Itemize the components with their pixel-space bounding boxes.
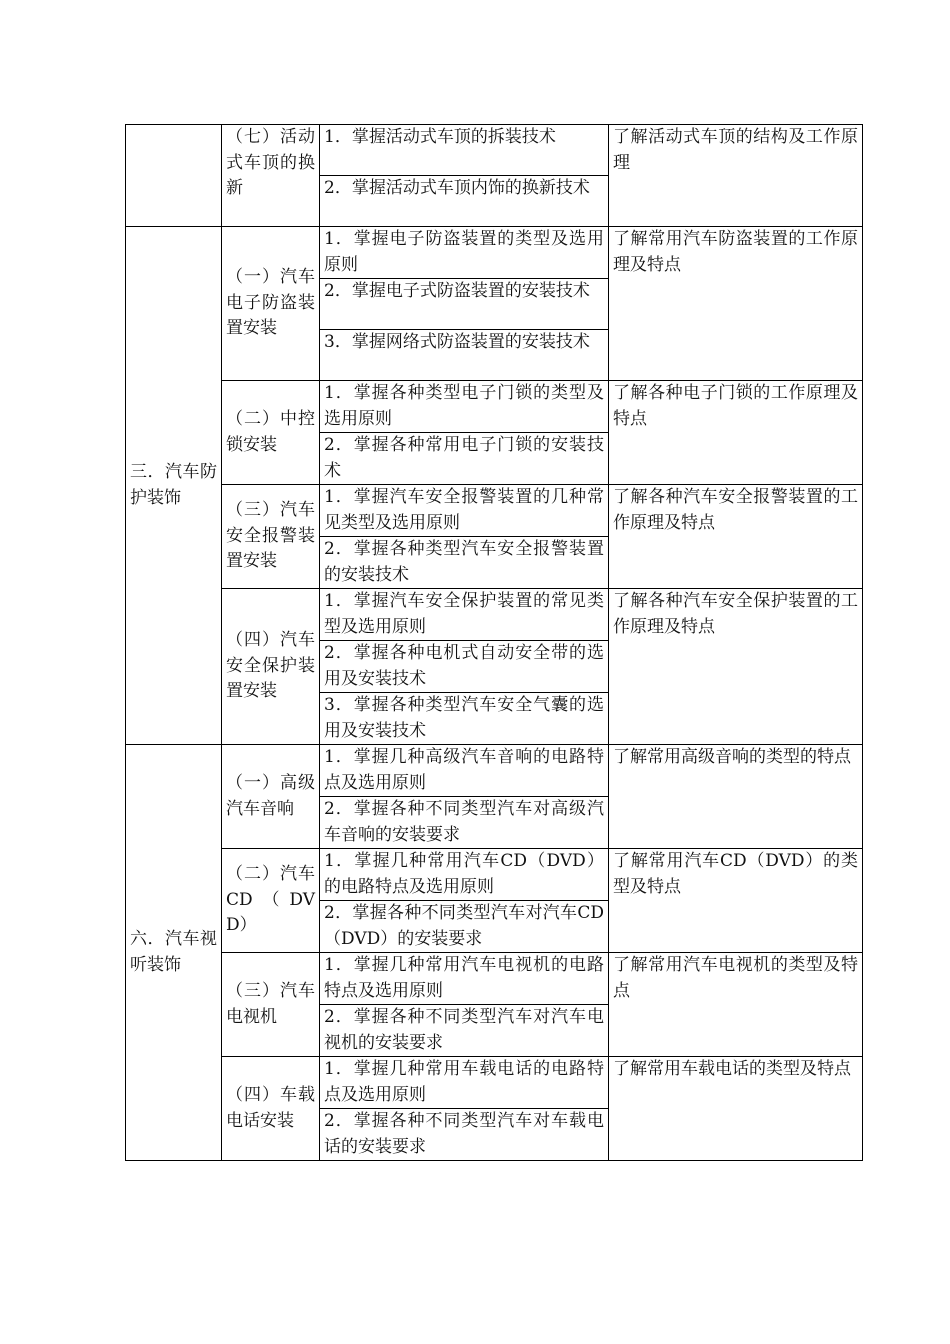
table-row <box>126 1057 863 1109</box>
knowledge-requirement-cell: 了解各种电子门锁的工作原理及特点 <box>609 381 863 485</box>
knowledge-requirement-cell: 了解各种汽车安全报警装置的工作原理及特点 <box>609 485 863 589</box>
knowledge-requirement-cell: 了解活动式车顶的结构及工作原理 <box>609 125 863 227</box>
table-row <box>126 485 863 537</box>
skill-requirement-cell: 2．掌握各种不同类型汽车对高级汽车音响的安装要求 <box>320 797 609 849</box>
table-row <box>126 381 863 433</box>
item-name-cell: （四）车载电话安装 <box>222 1057 320 1161</box>
table-row <box>126 953 863 1005</box>
table-row <box>126 849 863 901</box>
item-name-cell: （三）汽车电视机 <box>222 953 320 1057</box>
table-row <box>126 125 863 176</box>
knowledge-requirement-cell: 了解常用车载电话的类型及特点 <box>609 1057 863 1161</box>
item-name-cell: （七）活动式车顶的换新 <box>222 125 320 227</box>
skill-requirement-cell: 1．掌握活动式车顶的拆装技术 <box>320 125 609 176</box>
item-name-cell: （一）汽车电子防盗装置安装 <box>222 227 320 381</box>
knowledge-requirement-cell: 了解各种汽车安全保护装置的工作原理及特点 <box>609 589 863 745</box>
curriculum-table <box>125 124 863 1161</box>
table-row <box>126 745 863 797</box>
skill-requirement-cell: 1．掌握几种常用汽车CD（DVD）的电路特点及选用原则 <box>320 849 609 901</box>
skill-requirement-cell: 1．掌握电子防盗装置的类型及选用原则 <box>320 227 609 279</box>
skill-requirement-cell: 2．掌握各种不同类型汽车对车载电话的安装要求 <box>320 1109 609 1161</box>
skill-requirement-cell: 2．掌握各种类型汽车安全报警装置的安装技术 <box>320 537 609 589</box>
skill-requirement-cell: 1．掌握几种常用车载电话的电路特点及选用原则 <box>320 1057 609 1109</box>
skill-requirement-cell: 3．掌握网络式防盗装置的安装技术 <box>320 330 609 381</box>
skill-requirement-cell: 2．掌握各种不同类型汽车对汽车电视机的安装要求 <box>320 1005 609 1057</box>
knowledge-requirement-cell: 了解常用汽车CD（DVD）的类型及特点 <box>609 849 863 953</box>
item-name-cell: （一）高级汽车音响 <box>222 745 320 849</box>
knowledge-requirement-cell: 了解常用汽车防盗装置的工作原理及特点 <box>609 227 863 381</box>
knowledge-requirement-cell: 了解常用高级音响的类型的特点 <box>609 745 863 849</box>
table-row <box>126 227 863 279</box>
skill-requirement-cell: 1．掌握各种类型电子门锁的类型及选用原则 <box>320 381 609 433</box>
skill-requirement-cell: 2．掌握各种不同类型汽车对汽车CD（DVD）的安装要求 <box>320 901 609 953</box>
skill-requirement-cell: 2．掌握电子式防盗装置的安装技术 <box>320 279 609 330</box>
skill-requirement-cell: 3．掌握各种类型汽车安全气囊的选用及安装技术 <box>320 693 609 745</box>
skill-requirement-cell: 2．掌握各种电机式自动安全带的选用及安装技术 <box>320 641 609 693</box>
skill-requirement-cell: 1．掌握汽车安全报警装置的几种常见类型及选用原则 <box>320 485 609 537</box>
item-name-cell: （二）汽车CD（DVD） <box>222 849 320 953</box>
section-title-cell <box>126 125 222 227</box>
skill-requirement-cell: 1．掌握汽车安全保护装置的常见类型及选用原则 <box>320 589 609 641</box>
skill-requirement-cell: 1．掌握几种高级汽车音响的电路特点及选用原则 <box>320 745 609 797</box>
item-name-cell: （四）汽车安全保护装置安装 <box>222 589 320 745</box>
knowledge-requirement-cell: 了解常用汽车电视机的类型及特点 <box>609 953 863 1057</box>
item-name-cell: （三）汽车安全报警装置安装 <box>222 485 320 589</box>
skill-requirement-cell: 1．掌握几种常用汽车电视机的电路特点及选用原则 <box>320 953 609 1005</box>
table-row <box>126 589 863 641</box>
curriculum-table-body <box>126 125 863 1161</box>
section-title-cell: 三．汽车防护装饰 <box>126 227 222 745</box>
skill-requirement-cell: 2．掌握活动式车顶内饰的换新技术 <box>320 176 609 227</box>
skill-requirement-cell: 2．掌握各种常用电子门锁的安装技术 <box>320 433 609 485</box>
section-title-cell: 六．汽车视听装饰 <box>126 745 222 1161</box>
item-name-cell: （二）中控锁安装 <box>222 381 320 485</box>
